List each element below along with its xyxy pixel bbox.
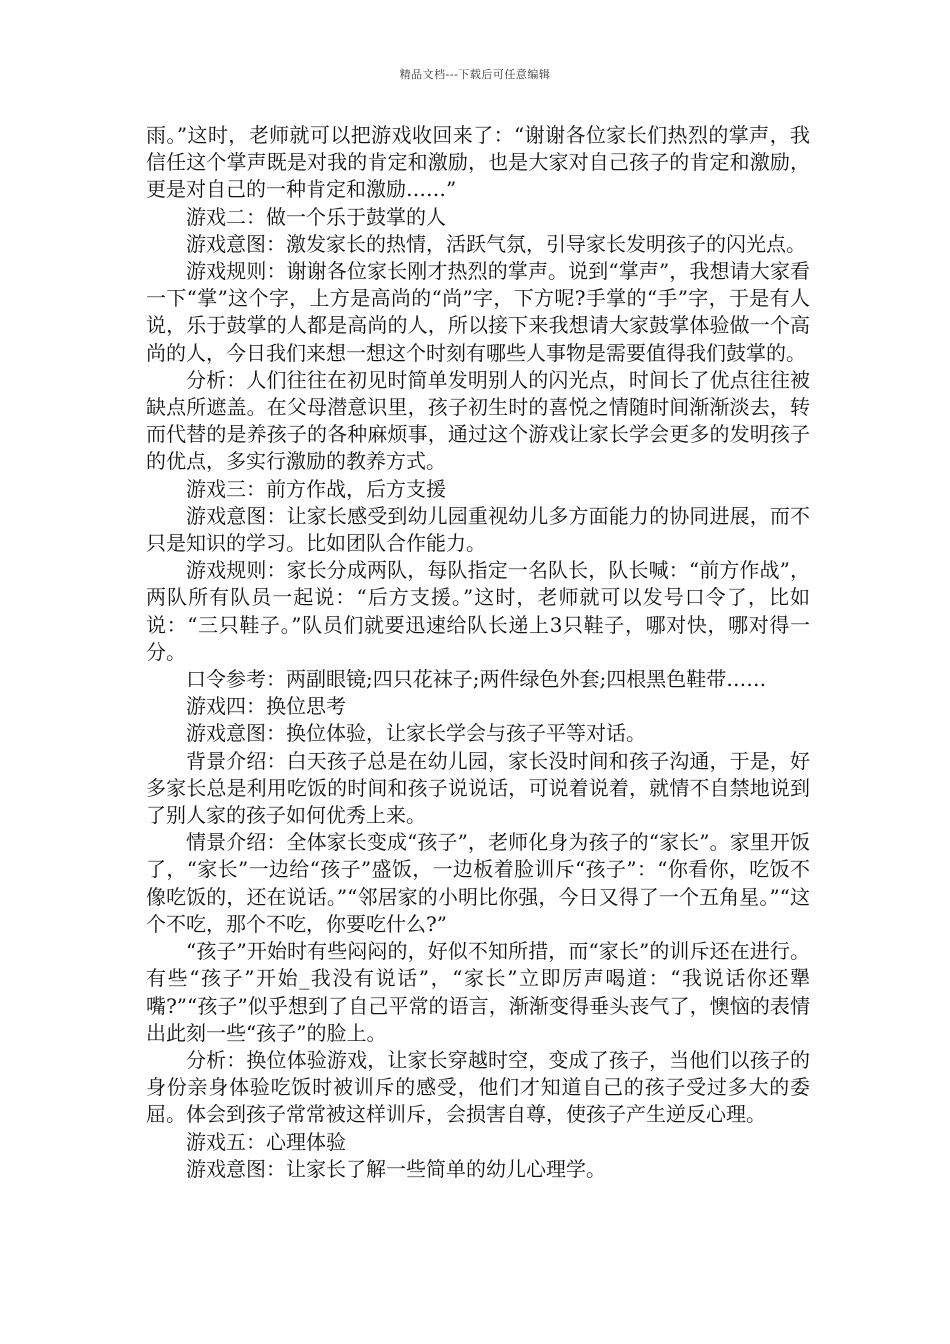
paragraph-game-4-reaction: “孩子”开始时有些闷闷的，好似不知所措，而“家长”的训斥还在进行。有些“孩子”开始_我没有说话”，“家长”立即厉声喝道：“我说话你还犟嘴?”“孩子”似乎想到了自己平常的语言，渐渐变得垂头丧气了，懊恼的表情出此刻一些“孩子”的脸上。 [146,939,810,1045]
paragraph-game-4-analysis: 分析：换位体验游戏，让家长穿越时空，变成了孩子，当他们以孩子的身份亲身体验吃饭时被训斥的感受，他们才知道自己的孩子受过多大的委屈。体会到孩子常常被这样训斥，会损害自尊，使孩子产生逆反心理。 [146,1047,810,1127]
section-heading-game-5: 游戏五：心理体验 [186,1129,346,1154]
paragraph-game-5-purpose: 游戏意图：让家长了解一些简单的幼儿心理学。 [186,1156,606,1181]
section-heading-game-3: 游戏三：前方作战，后方支援 [186,476,446,501]
section-heading-game-2: 游戏二：做一个乐于鼓掌的人 [186,204,446,229]
page-header: 精品文档---下载后可任意编辑 [399,68,551,81]
paragraph-game-3-rules: 游戏规则：家长分成两队，每队指定一名队长，队长喊：“前方作战”，两队所有队员一起说：“后方支援。”这时，老师就可以发号口令了，比如说：“三只鞋子。”队员们就要迅速给队长递上3只鞋子，哪对快，哪对得一分。 [146,558,810,664]
paragraph-game-4-scenario: 情景介绍：全体家长变成“孩子”，老师化身为孩子的“家长”。家里开饭了，“家长”一边给“孩子”盛饭，一边板着脸训斥“孩子”：“你看你，吃饭不像吃饭的，还在说话。”“邻居家的小明比你强，今日又得了一个五角星。”“这个不吃，那个不吃，你要吃什么?” [146,830,810,936]
paragraph-game-4-purpose: 游戏意图：换位体验，让家长学会与孩子平等对话。 [186,721,646,746]
paragraph-continuation: 雨。”这时，老师就可以把游戏收回来了：“谢谢各位家长们热烈的掌声，我信任这个掌声既是对我的肯定和激励，也是大家对自己孩子的肯定和激励，更是对自己的一种肯定和激励……” [146,123,810,202]
paragraph-game-4-background: 背景介绍：白天孩子总是在幼儿园，家长没时间和孩子沟通，于是，好多家长总是利用吃饭的时间和孩子说说话，可说着说着，就情不自禁地说到了别人家的孩子如何优秀上来。 [146,748,810,828]
document-body [146,122,810,1183]
paragraph-game-2-purpose: 游戏意图：激发家长的热情，活跃气氛，引导家长发明孩子的闪光点。 [186,231,806,256]
paragraph-game-3-commands: 口令参考：两副眼镜;四只花袜子;两件绿色外套;四根黑色鞋带…… [186,667,767,692]
paragraph-game-2-analysis: 分析：人们往往在初见时简单发明别人的闪光点，时间长了优点往往被缺点所遮盖。在父母潜意识里，孩子初生时的喜悦之情随时间渐渐淡去，转而代替的是养孩子的各种麻烦事，通过这个游戏让家长学会更多的发明孩子的优点，多实行激励的教养方式。 [146,367,810,474]
section-heading-game-4: 游戏四：换位思考 [186,694,346,719]
paragraph-game-2-rules: 游戏规则：谢谢各位家长刚才热烈的掌声。说到“掌声”，我想请大家看一下“掌”这个字，上方是高尚的“尚”字，下方呢?手掌的“手”字，于是有人说，乐于鼓掌的人都是高尚的人，所以接下来我想请大家鼓掌体验做一个高尚的人，今日我们来想一想这个时刻有哪些人事物是需要值得我们鼓掌的。 [146,259,810,365]
paragraph-game-3-purpose: 游戏意图：让家长感受到幼儿园重视幼儿多方面能力的协同进展，而不只是知识的学习。比如团队合作能力。 [146,503,810,556]
